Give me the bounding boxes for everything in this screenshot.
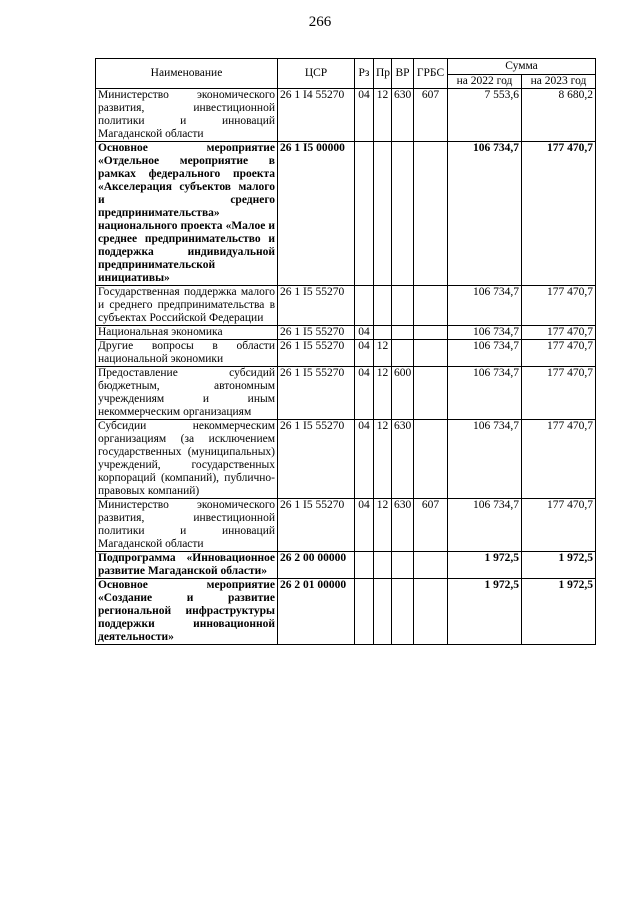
row-sum-2023: 1 972,5 [522,579,596,645]
row-name: Основное мероприятие «Отдельное мероприятие в рамках федерального проекта «Акселерация субъектов малого и среднего предпринимательства» национального проекта «Малое и среднее предпринимательство и поддержка индивидуальной предпринимательской инициативы» [96,142,278,286]
header-csr: ЦСР [278,59,355,89]
header-rz: Рз [355,59,374,89]
row-sum-2023: 177 470,7 [522,326,596,340]
table-row [96,326,596,340]
row-pr [374,286,392,326]
row-csr: 26 1 I5 55270 [278,367,355,420]
row-pr: 12 [374,340,392,367]
row-sum-2023: 8 680,2 [522,89,596,142]
table-header [96,59,596,89]
row-pr: 12 [374,367,392,420]
row-grbs [414,420,448,499]
header-year-2022: на 2022 год [448,75,522,89]
row-csr: 26 1 I5 55270 [278,420,355,499]
row-sum-2022: 7 553,6 [448,89,522,142]
row-vr: 630 [392,89,414,142]
row-csr: 26 1 I5 55270 [278,340,355,367]
row-sum-2022: 106 734,7 [448,340,522,367]
row-grbs [414,340,448,367]
row-sum-2022: 106 734,7 [448,367,522,420]
row-sum-2022: 1 972,5 [448,552,522,579]
table-row [96,552,596,579]
row-rz: 04 [355,367,374,420]
row-sum-2023: 177 470,7 [522,420,596,499]
row-name: Другие вопросы в области национальной экономики [96,340,278,367]
row-csr: 26 2 00 00000 [278,552,355,579]
table-row [96,142,596,286]
row-sum-2023: 177 470,7 [522,340,596,367]
row-pr [374,142,392,286]
row-rz [355,142,374,286]
budget-table [95,58,596,645]
row-name: Подпрограмма «Инновационное развитие Магаданской области» [96,552,278,579]
row-csr: 26 1 I5 00000 [278,142,355,286]
row-sum-2022: 1 972,5 [448,579,522,645]
header-pr: Пр [374,59,392,89]
row-grbs [414,286,448,326]
row-name: Министерство экономического развития, инвестиционной политики и инноваций Магаданской области [96,499,278,552]
table-body [96,89,596,645]
row-sum-2022: 106 734,7 [448,326,522,340]
row-sum-2023: 177 470,7 [522,142,596,286]
row-sum-2022: 106 734,7 [448,286,522,326]
row-rz: 04 [355,499,374,552]
row-pr [374,579,392,645]
row-name: Субсидии некоммерческим организациям (за исключением государственных (муниципальных) учреждений, государственных корпораций (компаний), публично-правовых компаний) [96,420,278,499]
row-vr [392,286,414,326]
page-number: 266 [308,14,332,30]
row-pr [374,552,392,579]
row-grbs: 607 [414,499,448,552]
row-rz: 04 [355,420,374,499]
row-rz: 04 [355,340,374,367]
row-csr: 26 1 I5 55270 [278,499,355,552]
header-sum: Сумма [448,59,596,75]
row-sum-2022: 106 734,7 [448,420,522,499]
row-grbs [414,142,448,286]
row-name: Предоставление субсидий бюджетным, автономным учреждениям и иным некоммерческим организациям [96,367,278,420]
row-grbs [414,552,448,579]
row-grbs [414,367,448,420]
row-vr [392,142,414,286]
row-sum-2023: 177 470,7 [522,286,596,326]
row-rz: 04 [355,89,374,142]
row-vr: 630 [392,499,414,552]
row-csr: 26 1 I5 55270 [278,326,355,340]
row-rz [355,286,374,326]
row-vr [392,552,414,579]
table-row [96,499,596,552]
row-sum-2023: 177 470,7 [522,499,596,552]
row-rz [355,579,374,645]
row-sum-2022: 106 734,7 [448,499,522,552]
row-name: Государственная поддержка малого и среднего предпринимательства в субъектах Российской Федерации [96,286,278,326]
row-pr [374,326,392,340]
row-csr: 26 1 I5 55270 [278,286,355,326]
row-rz [355,552,374,579]
row-vr [392,340,414,367]
row-vr: 630 [392,420,414,499]
row-vr [392,579,414,645]
table-row [96,286,596,326]
row-grbs [414,326,448,340]
row-pr: 12 [374,420,392,499]
row-sum-2023: 1 972,5 [522,552,596,579]
table-row [96,340,596,367]
row-grbs: 607 [414,89,448,142]
header-name: Наименование [96,59,278,89]
row-csr: 26 1 I4 55270 [278,89,355,142]
row-csr: 26 2 01 00000 [278,579,355,645]
row-vr: 600 [392,367,414,420]
table-row [96,420,596,499]
row-vr [392,326,414,340]
header-grbs: ГРБС [414,59,448,89]
row-name: Основное мероприятие «Создание и развитие региональной инфраструктуры поддержки инновационной деятельности» [96,579,278,645]
row-name: Министерство экономического развития, инвестиционной политики и инноваций Магаданской области [96,89,278,142]
row-grbs [414,579,448,645]
row-name: Национальная экономика [96,326,278,340]
row-rz: 04 [355,326,374,340]
row-pr: 12 [374,499,392,552]
row-sum-2023: 177 470,7 [522,367,596,420]
table-row [96,579,596,645]
row-sum-2022: 106 734,7 [448,142,522,286]
table-row [96,89,596,142]
header-vr: ВР [392,59,414,89]
table-row [96,367,596,420]
row-pr: 12 [374,89,392,142]
header-year-2023: на 2023 год [522,75,596,89]
